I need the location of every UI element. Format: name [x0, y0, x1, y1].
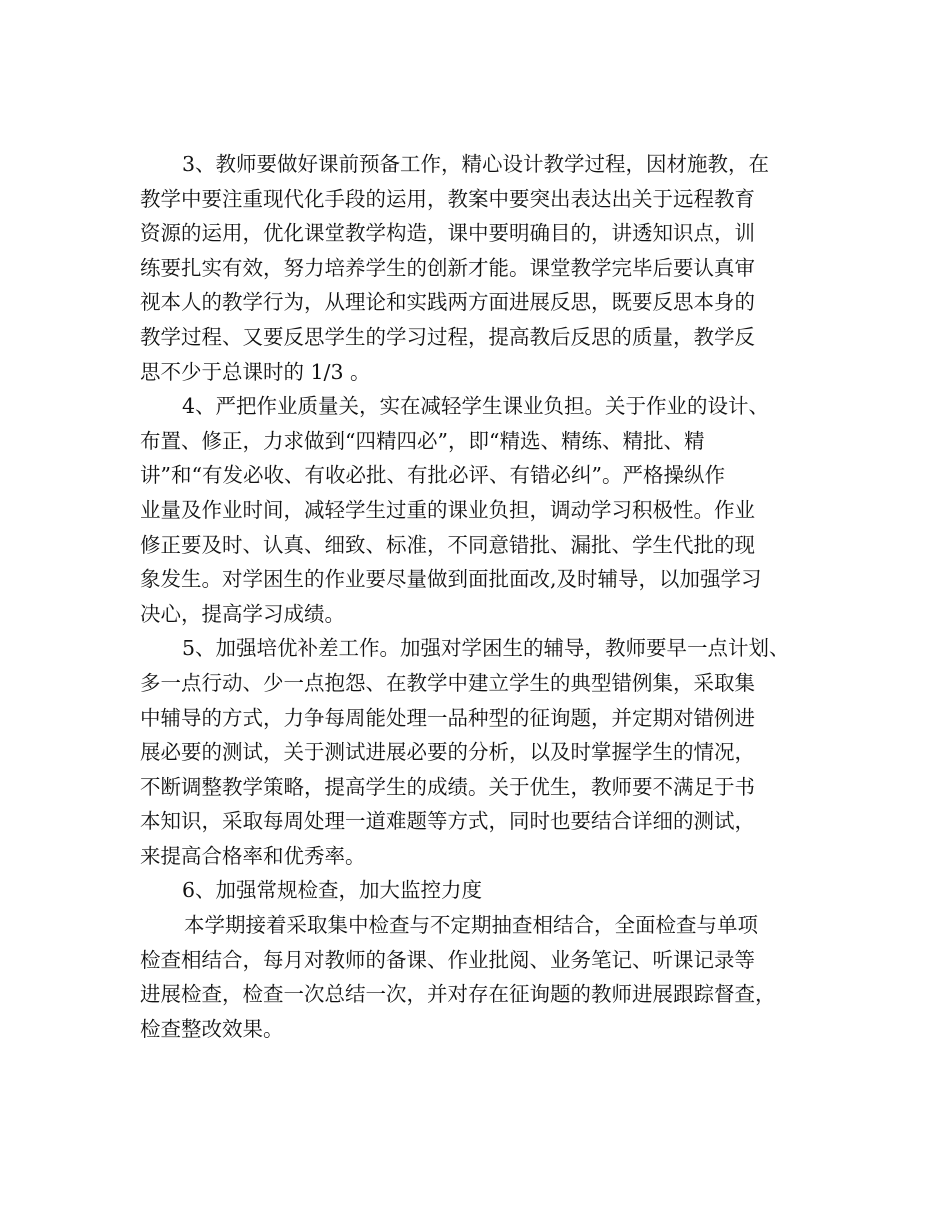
- text-line: 视本人的教学行为，从理论和实践两方面进展反思，既要反思本身的: [140, 290, 755, 315]
- text-line: 本学期接着采取集中检查与不定期抽查相结合，全面检查与单项: [184, 913, 758, 938]
- text-line: 展必要的测试，关于测试进展必要的分析，以及时掌握学生的情况，: [140, 740, 755, 765]
- text-line: 思不少于总课时的 1/3 。: [140, 359, 371, 384]
- text-line: 6、加强常规检查，加大监控力度: [182, 878, 483, 903]
- text-line: 来提高合格率和优秀率。: [140, 843, 366, 868]
- text-line: 练要扎实有效，努力培养学生的创新才能。课堂教学完毕后要认真审: [140, 255, 755, 280]
- text-line: 本知识，采取每周处理一道难题等方式，同时也要结合详细的测试，: [140, 809, 755, 834]
- text-line: 布置、修正，力求做到“四精四必”，即“精选、精练、精批、精: [140, 428, 705, 453]
- text-line: 教学中要注重现代化手段的运用，教案中要突出表达出关于远程教育: [140, 186, 755, 211]
- text-line: 修正要及时、认真、细致、标准，不同意错批、漏批、学生代批的现: [140, 532, 755, 557]
- text-line: 3、教师要做好课前预备工作，精心设计教学过程，因材施教，在: [182, 152, 770, 176]
- document-body: [140, 147, 820, 1046]
- text-line: 决心，提高学习成绩。: [140, 601, 345, 626]
- text-line: 中辅导的方式，力争每周能处理一品种型的征询题，并定期对错例进: [140, 705, 755, 730]
- text-line: 检查相结合，每月对教师的备课、作业批阅、业务笔记、听课记录等: [140, 947, 755, 972]
- text-line: 进展检查，检查一次总结一次，并对存在征询题的教师进展跟踪督查，: [140, 982, 776, 1007]
- text-line: 4、严把作业质量关，实在减轻学生课业负担。关于作业的设计、: [182, 394, 770, 419]
- text-line: 业量及作业时间，减轻学生过重的课业负担，调动学习积极性。作业: [140, 497, 755, 522]
- text-line: 资源的运用，优化课堂教学构造，课中要明确目的，讲透知识点，训: [140, 221, 755, 246]
- text-line: 讲”和“有发必收、有收必批、有批必评、有错必纠”。严格操纵作: [140, 463, 725, 488]
- text-line: 5、加强培优补差工作。加强对学困生的辅导，教师要早一点计划、: [182, 636, 790, 661]
- text-line: 象发生。对学困生的作业要尽量做到面批面改,及时辅导，以加强学习: [140, 567, 762, 592]
- text-line: 不断调整教学策略，提高学生的成绩。关于优生，教师要不满足于书: [140, 774, 755, 799]
- text-line: 教学过程、又要反思学生的学习过程，提高教后反思的质量，教学反: [140, 324, 755, 349]
- text-line: 多一点行动、少一点抱怨、在教学中建立学生的典型错例集，采取集: [140, 670, 755, 695]
- text-line: 检查整改效果。: [140, 1016, 284, 1041]
